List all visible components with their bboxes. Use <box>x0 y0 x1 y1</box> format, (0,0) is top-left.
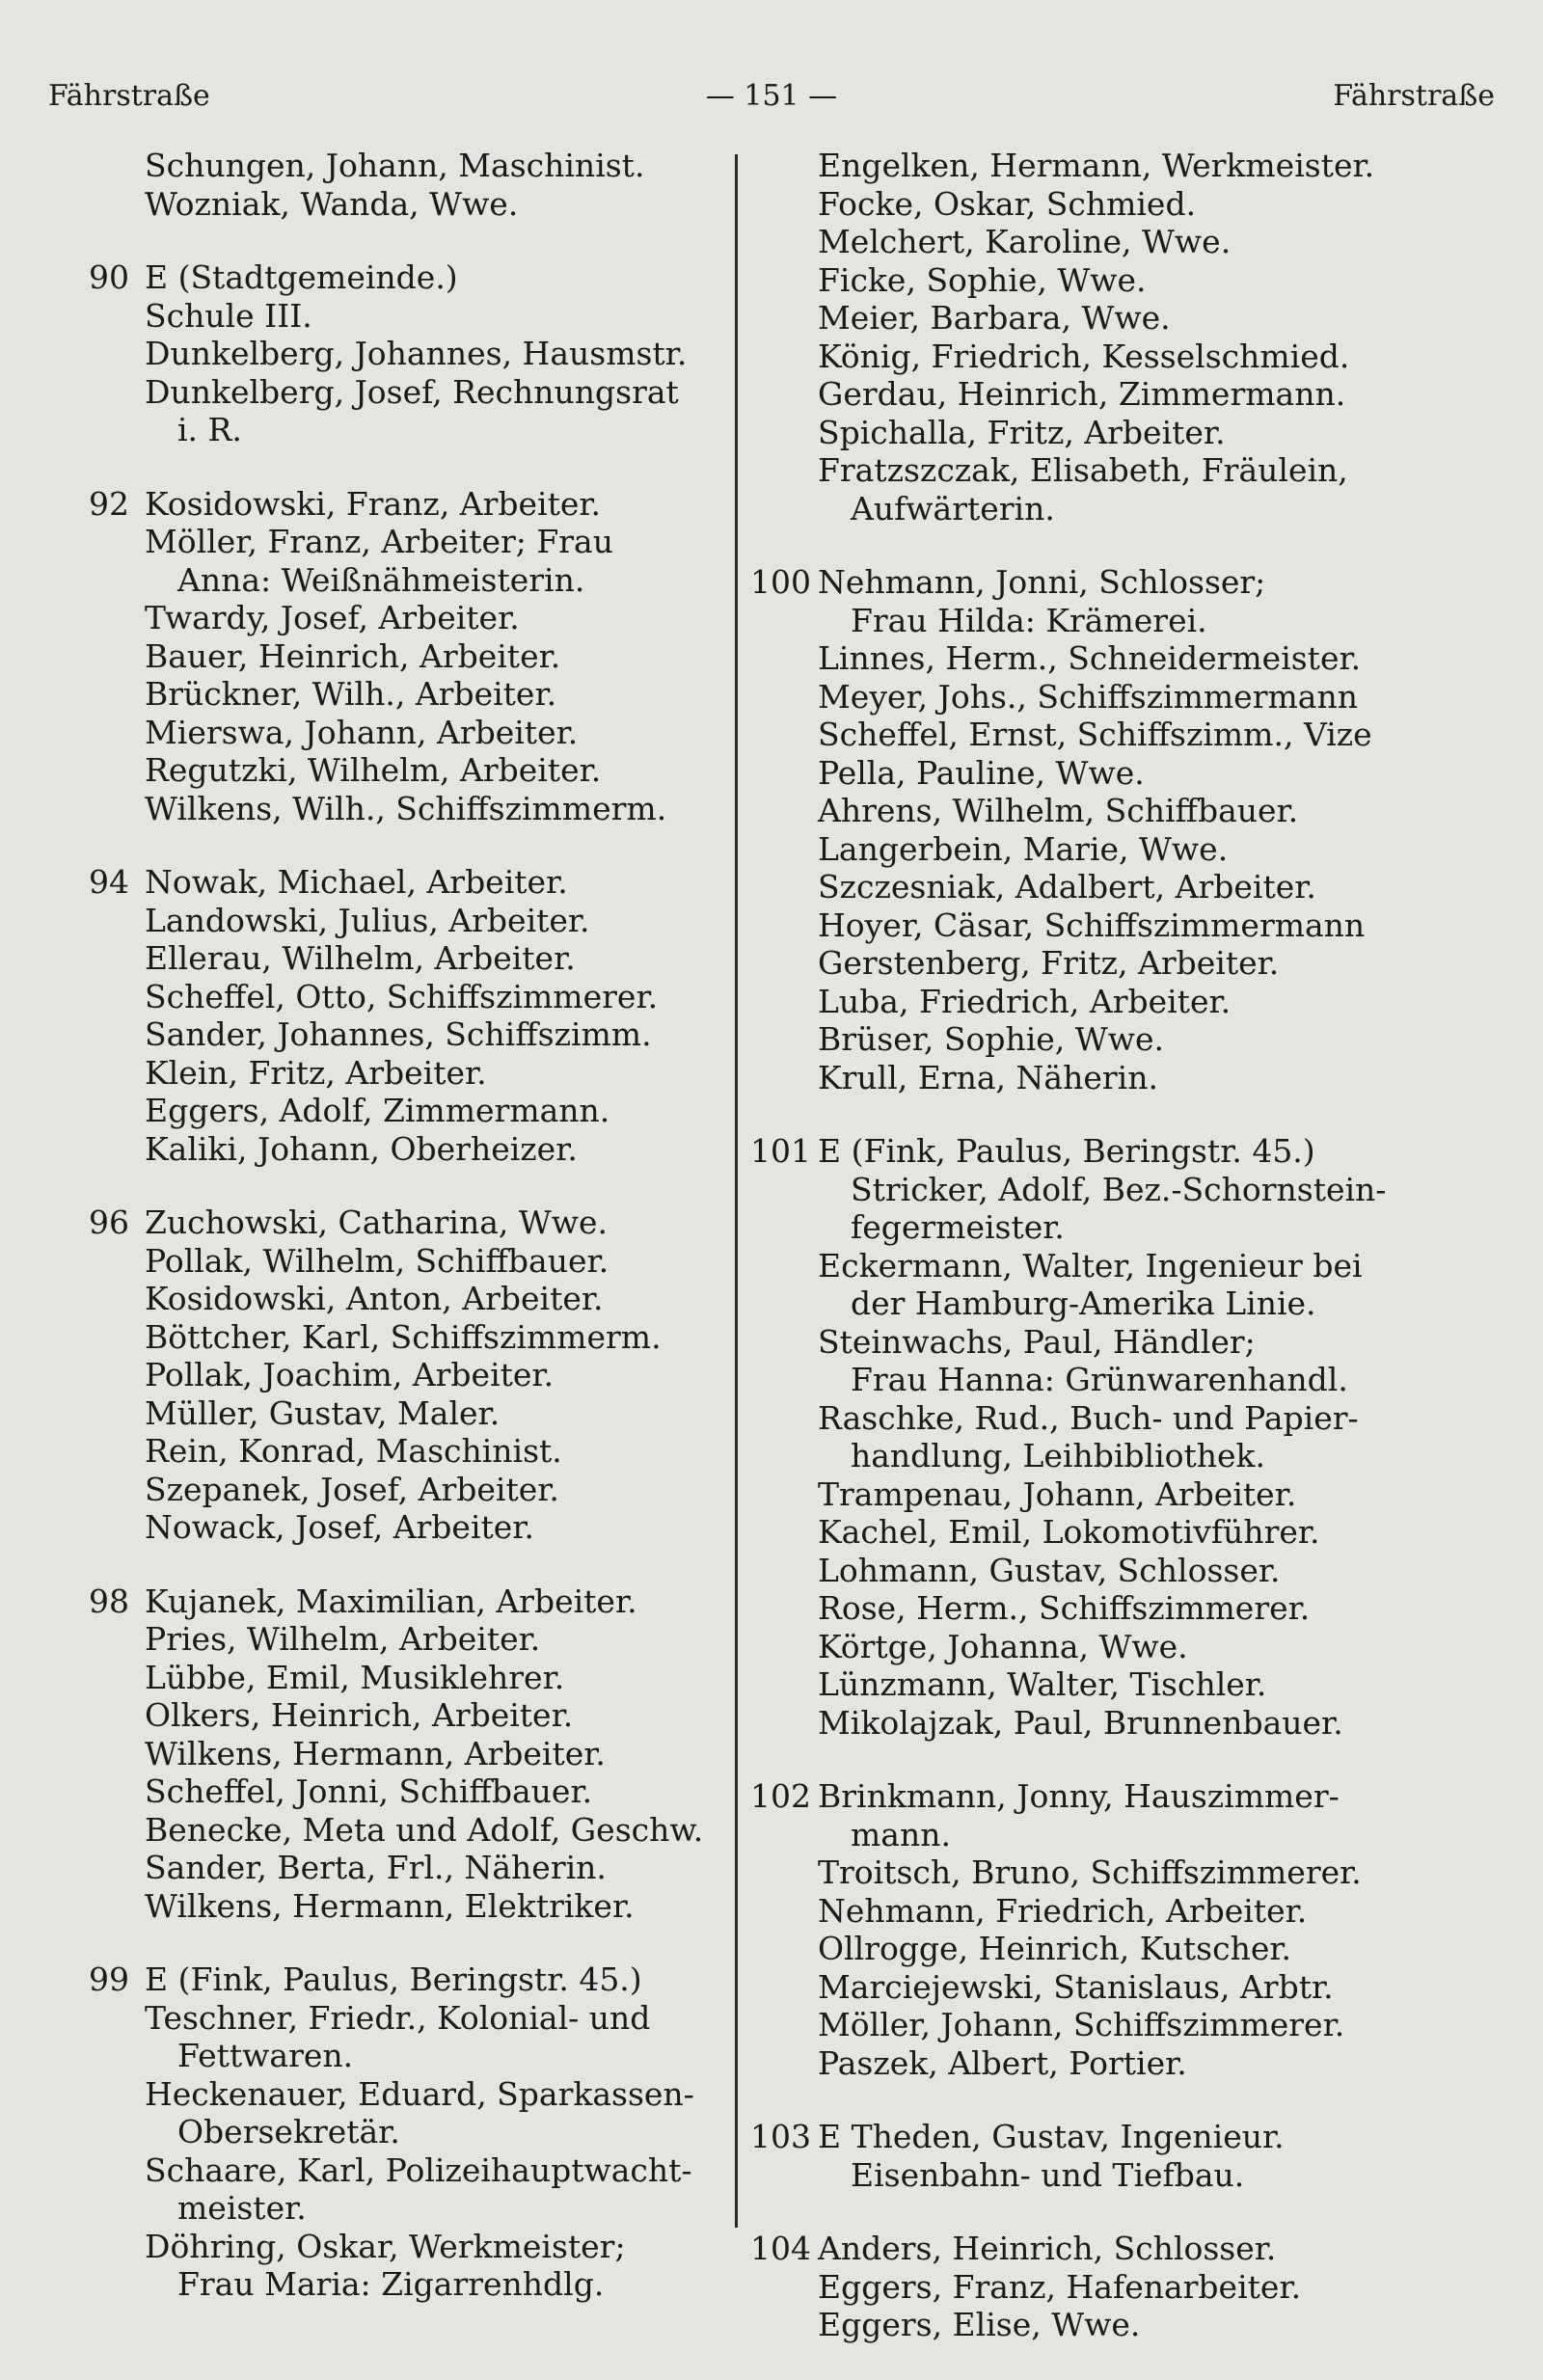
resident-entry <box>77 1280 714 1318</box>
resident-entry <box>750 1513 1502 1552</box>
resident-entry <box>750 1399 1502 1438</box>
resident-entry <box>77 485 714 524</box>
entry-text: Obersekretär. <box>177 2113 400 2150</box>
entry-text: Wilkens, Hermann, Elektriker. <box>145 1886 635 1925</box>
entry-text: Heckenauer, Eduard, Sparkassen- <box>145 2074 694 2113</box>
resident-entry <box>750 375 1502 414</box>
house-number-group <box>750 1777 1502 2082</box>
house-number: 94 <box>89 863 129 901</box>
resident-entry <box>750 944 1502 983</box>
entry-text: Anders, Heinrich, Schlosser. <box>818 2230 1277 2267</box>
resident-entry <box>750 2044 1502 2083</box>
house-number-group <box>750 147 1502 527</box>
resident-entry <box>77 978 714 1016</box>
entry-text: Hoyer, Cäsar, Schiffszimmermann <box>818 906 1366 944</box>
resident-entry <box>77 939 714 978</box>
resident-entry <box>77 1811 714 1850</box>
resident-entry <box>77 1508 714 1547</box>
resident-entry <box>750 1475 1502 1514</box>
entry-text: Engelken, Hermann, Werkmeister. <box>818 147 1375 184</box>
resident-entry <box>750 906 1502 945</box>
entry-text: Scheffel, Ernst, Schiffszimm., Vize <box>818 716 1372 753</box>
entry-continuation <box>77 2037 714 2075</box>
entry-text: Eggers, Adolf, Zimmermann. <box>145 1092 610 1129</box>
resident-entry <box>77 1772 714 1811</box>
resident-entry <box>77 1620 714 1659</box>
header-street-left: Fährstraße <box>48 79 210 113</box>
house-number-group <box>750 2118 1502 2194</box>
resident-entry <box>750 451 1502 490</box>
entry-text: Lohmann, Gustav, Schlosser. <box>818 1551 1281 1589</box>
entry-text: Melchert, Karoline, Wwe. <box>818 223 1232 260</box>
entry-continuation <box>77 561 714 600</box>
entry-text: Sander, Berta, Frl., Näherin. <box>145 1849 607 1886</box>
entry-continuation <box>77 2265 714 2304</box>
entry-text: Mikolajzak, Paul, Brunnenbauer. <box>818 1703 1343 1742</box>
resident-entry <box>750 1323 1502 1362</box>
entry-text: Aufwärterin. <box>851 489 1055 527</box>
resident-entry <box>77 258 714 297</box>
resident-entry <box>77 714 714 752</box>
resident-entry <box>750 868 1502 906</box>
entry-text: Eggers, Elise, Wwe. <box>818 2306 1141 2343</box>
resident-entry <box>77 2228 714 2266</box>
entry-text: Dunkelberg, Johannes, Hausmstr. <box>145 335 688 372</box>
entry-text: Möller, Johann, Schiffszimmerer. <box>818 2006 1345 2043</box>
resident-entry <box>77 1432 714 1471</box>
entry-text: E (Fink, Paulus, Beringstr. 45.) <box>145 1961 642 1998</box>
entry-text: Rose, Herm., Schiffszimmerer. <box>818 1589 1311 1627</box>
entry-continuation <box>77 2189 714 2228</box>
entry-text: Linnes, Herm., Schneidermeister. <box>818 639 1362 677</box>
resident-entry <box>77 1394 714 1433</box>
page-header <box>48 77 1495 116</box>
entry-text: Kosidowski, Franz, Arbeiter. <box>145 484 602 523</box>
entry-continuation <box>750 1171 1502 1209</box>
entry-text: Kaliki, Johann, Oberheizer. <box>145 1129 578 1168</box>
house-number: 98 <box>89 1582 129 1620</box>
entry-text: Dunkelberg, Josef, Rechnungsrat <box>145 372 679 411</box>
entry-text: Gerstenberg, Fritz, Arbeiter. <box>818 944 1280 982</box>
resident-entry <box>750 1704 1502 1743</box>
entry-text: Müller, Gustav, Maler. <box>145 1393 501 1432</box>
entry-text: Pollak, Joachim, Arbeiter. <box>145 1356 555 1393</box>
resident-entry <box>77 1735 714 1773</box>
entry-text: Wilkens, Wilh., Schiffszimmerm. <box>145 789 667 827</box>
house-number: 99 <box>89 1961 129 1998</box>
resident-entry <box>77 523 714 561</box>
entry-text: Rein, Konrad, Maschinist. <box>145 1432 562 1470</box>
resident-entry <box>77 1054 714 1093</box>
entry-continuation <box>750 1361 1502 1399</box>
resident-entry <box>750 261 1502 300</box>
entry-text: Paszek, Albert, Portier. <box>818 2043 1187 2082</box>
resident-entry <box>750 1132 1502 1171</box>
resident-entry <box>77 1696 714 1735</box>
resident-entry <box>77 1356 714 1394</box>
resident-entry <box>77 863 714 902</box>
entry-text: Marciejewski, Stanislaus, Arbtr. <box>818 1967 1334 2006</box>
entry-text: Langerbein, Marie, Wwe. <box>818 829 1229 868</box>
entry-text: Scheffel, Jonni, Schiffbauer. <box>145 1772 593 1810</box>
entry-text: Trampenau, Johann, Arbeiter. <box>818 1474 1297 1513</box>
resident-entry <box>750 1892 1502 1931</box>
resident-entry <box>77 1659 714 1697</box>
resident-entry <box>77 599 714 637</box>
resident-entry <box>750 1020 1502 1059</box>
entry-text: Szczesniak, Adalbert, Arbeiter. <box>818 868 1316 906</box>
entry-continuation <box>77 2113 714 2151</box>
entry-text: Landowski, Julius, Arbeiter. <box>145 901 590 939</box>
resident-entry <box>77 790 714 828</box>
house-number: 96 <box>89 1204 129 1241</box>
resident-entry <box>750 299 1502 338</box>
entry-text: E Theden, Gustav, Ingenieur. <box>818 2118 1285 2155</box>
house-number-group <box>77 1961 714 2304</box>
resident-entry <box>750 1247 1502 1285</box>
resident-entry <box>77 373 714 412</box>
resident-entry <box>750 563 1502 602</box>
entry-text: Ahrens, Wilhelm, Schiffbauer. <box>818 792 1299 829</box>
header-street-right: Fährstraße <box>1333 79 1495 113</box>
entry-text: Bauer, Heinrich, Arbeiter. <box>145 636 561 675</box>
entry-text: E (Stadtgemeinde.) <box>145 258 458 296</box>
column-divider <box>735 154 738 2228</box>
entry-continuation <box>750 602 1502 640</box>
house-number: 103 <box>750 2118 811 2155</box>
entry-text: Meyer, Johs., Schiffszimmermann <box>818 677 1358 716</box>
resident-entry <box>750 414 1502 452</box>
resident-entry <box>750 1628 1502 1666</box>
entry-text: Ollrogge, Heinrich, Kutscher. <box>818 1930 1292 1967</box>
resident-entry <box>750 223 1502 261</box>
entry-text: Ellerau, Wilhelm, Arbeiter. <box>145 939 576 977</box>
page-number: — 151 — <box>705 79 838 113</box>
house-number-group <box>750 1132 1502 1742</box>
entry-text: Wilkens, Hermann, Arbeiter. <box>145 1734 606 1772</box>
resident-entry <box>77 335 714 373</box>
entry-text: Krull, Erna, Näherin. <box>818 1058 1158 1096</box>
entry-text: Brückner, Wilh., Arbeiter. <box>145 675 557 713</box>
resident-entry <box>750 983 1502 1021</box>
entry-text: Gerdau, Heinrich, Zimmermann. <box>818 375 1346 413</box>
entry-text: Olkers, Heinrich, Arbeiter. <box>145 1696 574 1734</box>
resident-entry <box>750 185 1502 224</box>
resident-entry <box>77 1961 714 1999</box>
entry-text: Nehmann, Friedrich, Arbeiter. <box>818 1891 1308 1930</box>
entry-text: Körtge, Johanna, Wwe. <box>818 1627 1188 1665</box>
resident-entry <box>77 1092 714 1130</box>
entry-text: Frau Hilda: Krämerei. <box>851 601 1207 639</box>
entry-text: Scheffel, Otto, Schiffszimmerer. <box>145 977 659 1015</box>
entry-text: der Hamburg-Amerika Linie. <box>851 1285 1316 1322</box>
entry-text: Döhring, Oskar, Werkmeister; <box>145 2227 626 2265</box>
house-number-group <box>77 1582 714 1926</box>
resident-entry <box>77 902 714 940</box>
resident-entry <box>750 2230 1502 2268</box>
resident-entry <box>750 147 1502 185</box>
resident-entry <box>750 2006 1502 2044</box>
entry-text: Nehmann, Jonni, Schlosser; <box>818 563 1266 601</box>
entry-text: Kujanek, Maximilian, Arbeiter. <box>145 1582 637 1620</box>
entry-text: Schule III. <box>145 296 312 335</box>
house-number: 104 <box>750 2230 811 2267</box>
entry-text: meister. <box>177 2189 307 2227</box>
house-number: 90 <box>89 258 129 296</box>
resident-entry <box>77 185 714 224</box>
resident-entry <box>750 678 1502 717</box>
resident-entry <box>750 1059 1502 1097</box>
resident-entry <box>77 1130 714 1169</box>
resident-entry <box>750 1853 1502 1892</box>
entry-text: E (Fink, Paulus, Beringstr. 45.) <box>818 1132 1315 1170</box>
entry-text: Lübbe, Emil, Musiklehrer. <box>145 1658 565 1696</box>
entry-text: Frau Maria: Zigarrenhdlg. <box>177 2265 605 2303</box>
resident-entry <box>750 1930 1502 1968</box>
entry-text: mann. <box>851 1815 951 1853</box>
resident-entry <box>77 1204 714 1242</box>
entry-text: Anna: Weißnähmeisterin. <box>177 560 585 599</box>
resident-entry <box>750 754 1502 793</box>
entry-text: Twardy, Josef, Arbeiter. <box>145 599 520 636</box>
entry-continuation <box>750 1816 1502 1854</box>
entry-text: fegermeister. <box>851 1208 1065 1246</box>
resident-entry <box>750 1665 1502 1704</box>
entry-text: i. R. <box>177 411 242 448</box>
resident-entry <box>750 2268 1502 2307</box>
entry-text: Szepanek, Josef, Arbeiter. <box>145 1470 559 1508</box>
entry-text: Kosidowski, Anton, Arbeiter. <box>145 1280 604 1317</box>
house-number: 92 <box>89 484 129 523</box>
entry-text: Eggers, Franz, Hafenarbeiter. <box>818 2267 1302 2306</box>
resident-entry <box>750 2306 1502 2344</box>
resident-entry <box>750 338 1502 376</box>
resident-entry <box>77 1887 714 1926</box>
resident-entry <box>77 751 714 790</box>
house-number: 101 <box>750 1132 811 1170</box>
entry-text: Luba, Friedrich, Arbeiter. <box>818 982 1232 1020</box>
house-number-group <box>77 863 714 1168</box>
resident-entry <box>77 1471 714 1509</box>
entry-text: Pollak, Wilhelm, Schiffbauer. <box>145 1241 609 1280</box>
left-column <box>77 147 714 2339</box>
resident-entry <box>750 2118 1502 2156</box>
house-number-group <box>750 563 1502 1096</box>
resident-entry <box>750 716 1502 754</box>
entry-text: Fettwaren. <box>177 2037 354 2074</box>
resident-entry <box>77 1999 714 2038</box>
right-column <box>750 147 1502 2380</box>
resident-entry <box>77 2075 714 2114</box>
house-number-group <box>750 2230 1502 2344</box>
resident-entry <box>77 637 714 676</box>
entry-continuation <box>750 1437 1502 1475</box>
entry-text: Teschner, Friedr., Kolonial- und <box>145 1998 651 2037</box>
resident-entry <box>77 675 714 714</box>
entry-text: Regutzki, Wilhelm, Arbeiter. <box>145 751 602 789</box>
entry-text: Kachel, Emil, Lokomotivführer. <box>818 1513 1320 1551</box>
entry-text: Lünzmann, Walter, Tischler. <box>818 1665 1267 1703</box>
entry-text: Nowack, Josef, Arbeiter. <box>145 1508 534 1546</box>
entry-continuation <box>77 411 714 449</box>
resident-entry <box>750 830 1502 869</box>
entry-continuation <box>750 1208 1502 1247</box>
resident-entry <box>750 1777 1502 1816</box>
entry-text: Pella, Pauline, Wwe. <box>818 753 1145 792</box>
resident-entry <box>77 1849 714 1887</box>
entry-text: Pries, Wilhelm, Arbeiter. <box>145 1620 541 1658</box>
entry-text: Frau Hanna: Grünwarenhandl. <box>851 1361 1348 1398</box>
entry-text: König, Friedrich, Kesselschmied. <box>818 337 1350 375</box>
entry-continuation <box>750 2156 1502 2195</box>
house-number-group <box>77 485 714 828</box>
entry-text: Fratzszczak, Elisabeth, Fräulein, <box>818 451 1348 489</box>
entry-text: Schaare, Karl, Polizeihauptwacht- <box>145 2150 692 2189</box>
resident-entry <box>750 792 1502 830</box>
entry-text: Raschke, Rud., Buch- und Papier- <box>818 1398 1359 1437</box>
resident-entry <box>750 639 1502 678</box>
entry-text: Zuchowski, Catharina, Wwe. <box>145 1204 609 1241</box>
house-number-group <box>77 147 714 223</box>
resident-entry <box>77 2151 714 2190</box>
resident-entry <box>77 1582 714 1621</box>
entry-text: Schungen, Johann, Maschinist. <box>145 147 645 184</box>
entry-text: Stricker, Adolf, Bez.-Schornstein- <box>851 1170 1387 1208</box>
resident-entry <box>77 1318 714 1357</box>
entry-text: Wozniak, Wanda, Wwe. <box>145 184 519 223</box>
entry-text: handlung, Leihbibliothek. <box>851 1437 1266 1474</box>
entry-text: Eisenbahn- und Tiefbau. <box>851 2155 1245 2194</box>
entry-text: Mierswa, Johann, Arbeiter. <box>145 713 579 751</box>
resident-entry <box>750 1968 1502 2007</box>
resident-entry <box>77 297 714 336</box>
entry-text: Steinwachs, Paul, Händler; <box>818 1322 1256 1361</box>
house-number: 100 <box>750 563 811 601</box>
resident-entry <box>750 1552 1502 1590</box>
entry-text: Troitsch, Bruno, Schiffszimmerer. <box>818 1853 1362 1891</box>
entry-continuation <box>750 490 1502 528</box>
house-number-group <box>77 1204 714 1547</box>
entry-text: Brinkmann, Jonny, Hauszimmer- <box>818 1777 1340 1815</box>
entry-text: Böttcher, Karl, Schiffszimmerm. <box>145 1317 662 1356</box>
resident-entry <box>77 147 714 185</box>
entry-text: Klein, Fritz, Arbeiter. <box>145 1053 487 1092</box>
resident-entry <box>77 1242 714 1281</box>
entry-text: Möller, Franz, Arbeiter; Frau <box>145 523 613 560</box>
entry-continuation <box>750 1285 1502 1323</box>
entry-text: Ficke, Sophie, Wwe. <box>818 260 1147 299</box>
resident-entry <box>750 1589 1502 1628</box>
house-number: 102 <box>750 1777 811 1815</box>
entry-text: Nowak, Michael, Arbeiter. <box>145 863 568 901</box>
entry-text: Sander, Johannes, Schiffszimm. <box>145 1015 652 1053</box>
entry-text: Spichalla, Fritz, Arbeiter. <box>818 413 1226 451</box>
entry-text: Brüser, Sophie, Wwe. <box>818 1020 1164 1058</box>
entry-text: Meier, Barbara, Wwe. <box>818 299 1171 337</box>
entry-text: Benecke, Meta und Adolf, Geschw. <box>145 1810 704 1849</box>
resident-entry <box>77 1015 714 1054</box>
entry-text: Focke, Oskar, Schmied. <box>818 184 1197 223</box>
entry-text: Eckermann, Walter, Ingenieur bei <box>818 1246 1363 1285</box>
house-number-group <box>77 258 714 449</box>
